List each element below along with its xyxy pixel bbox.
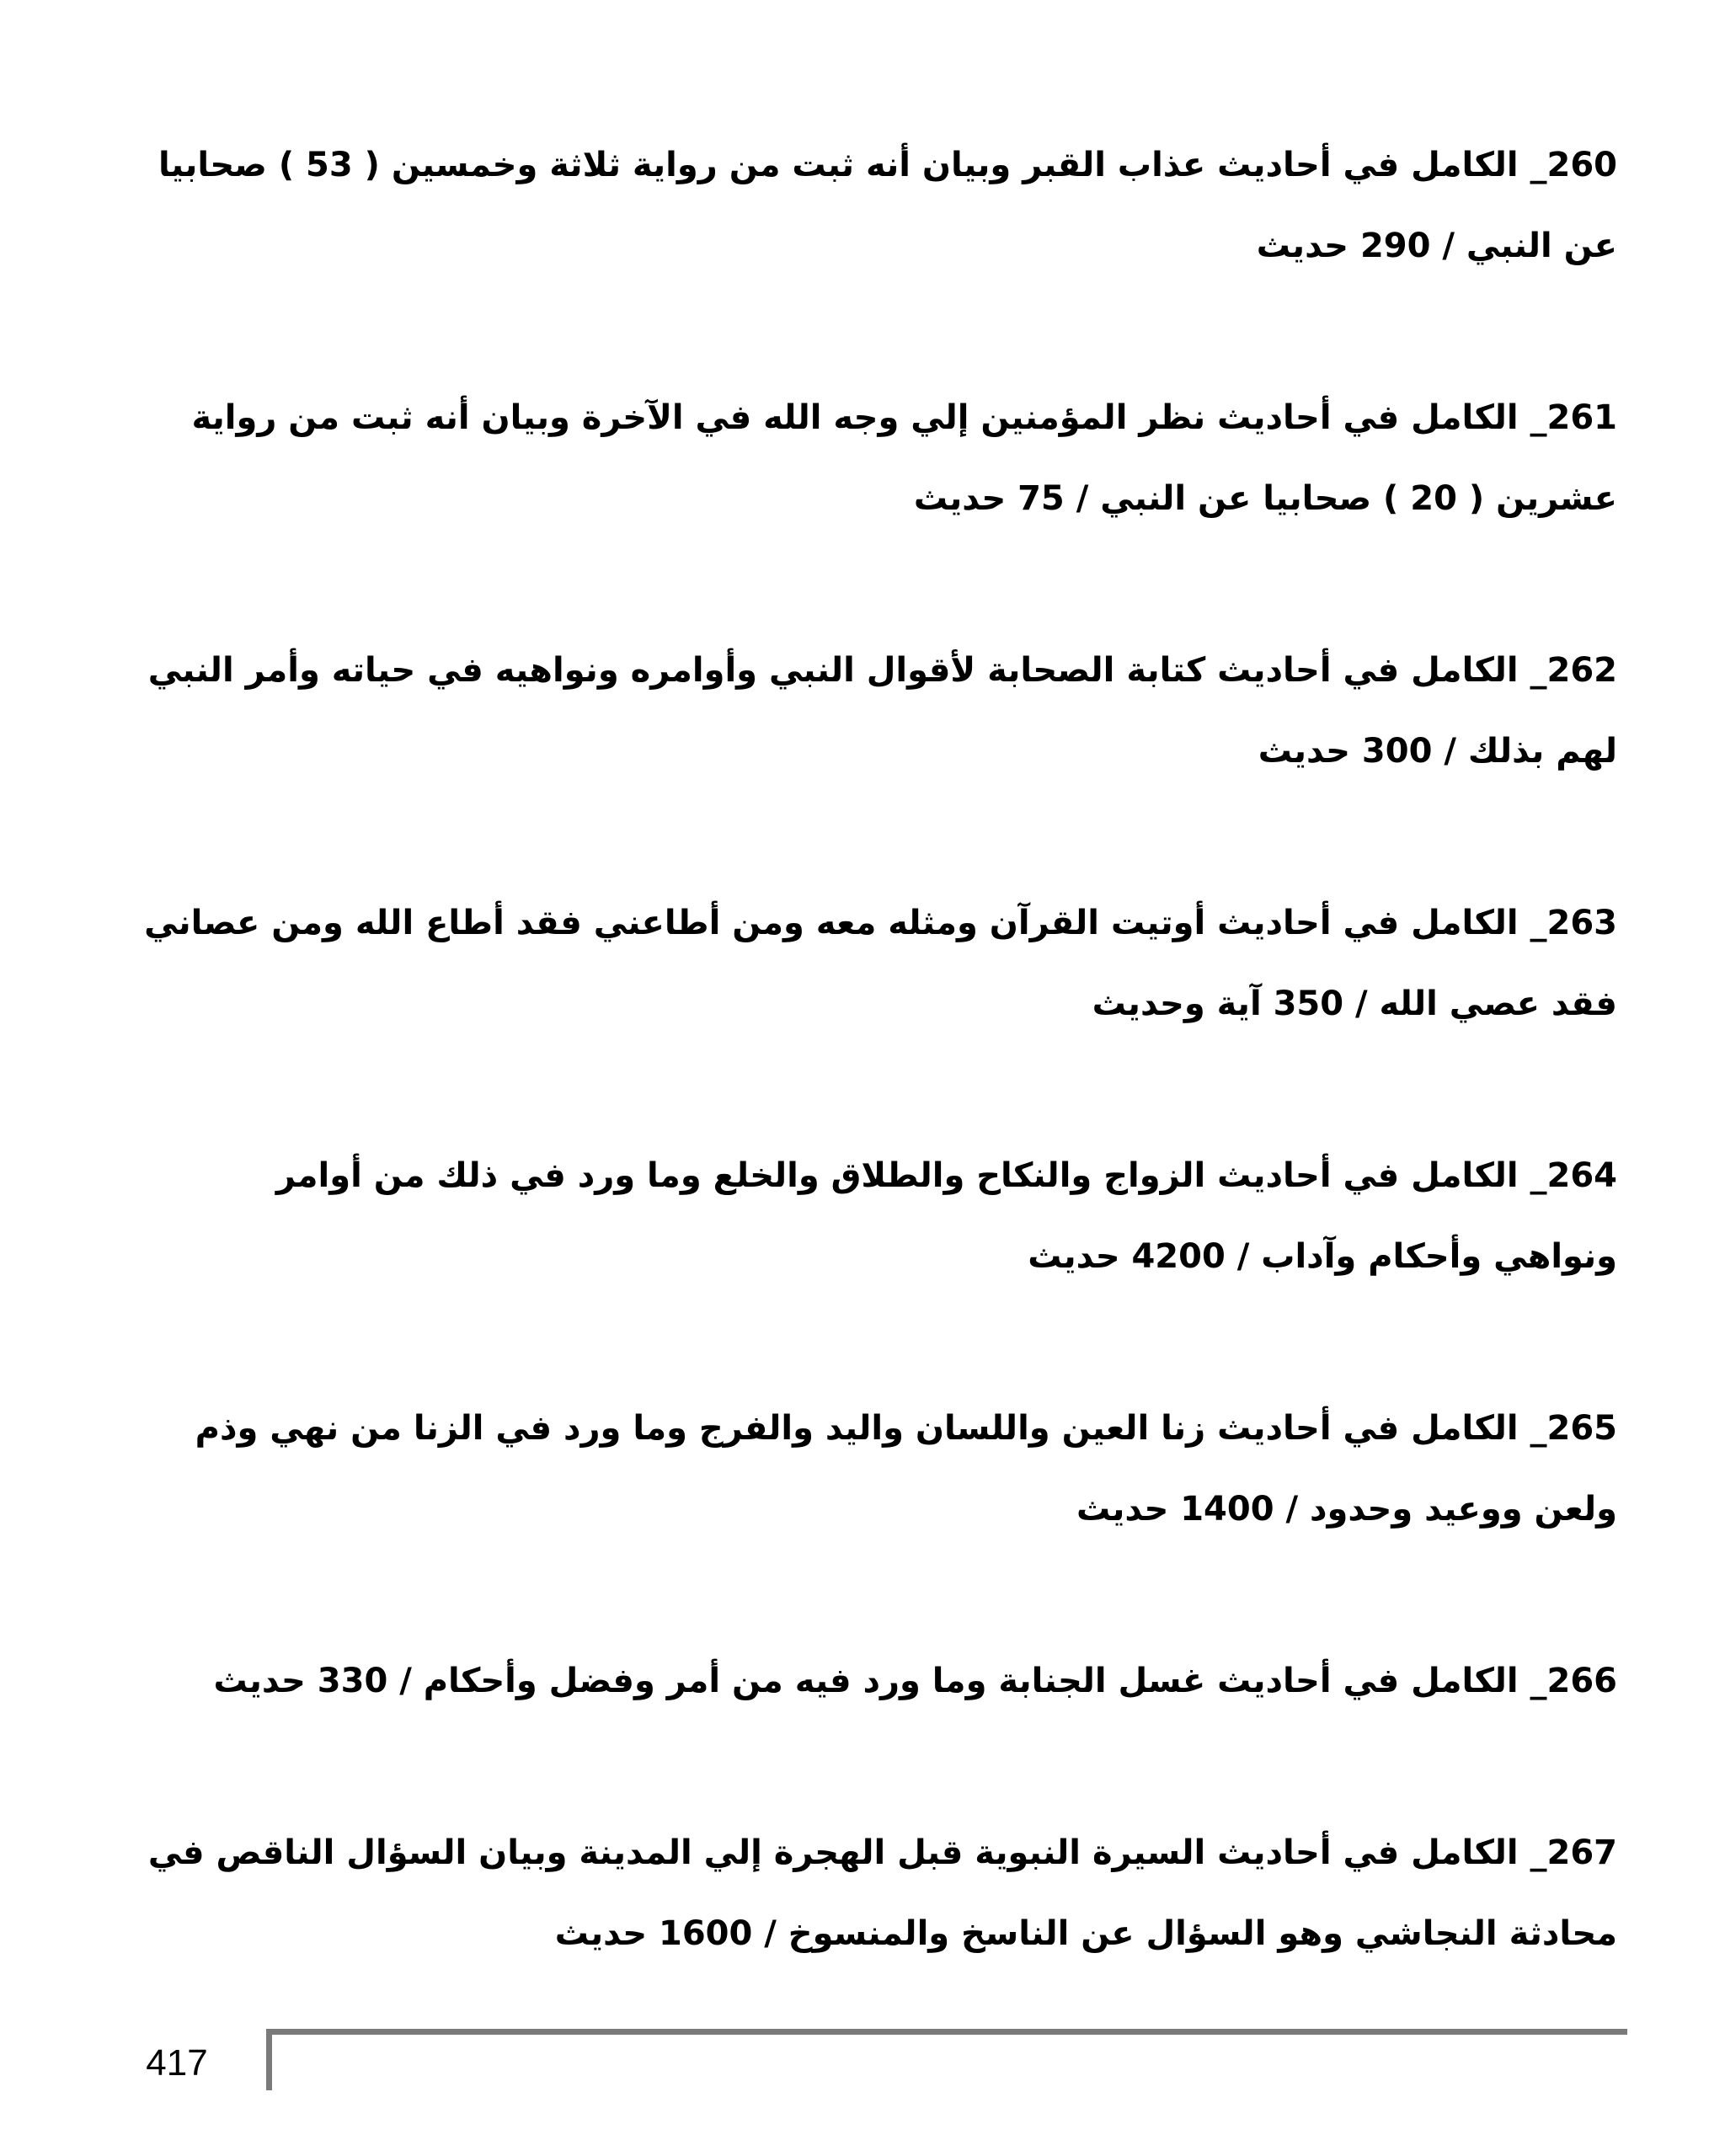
entry-number: 260 — [1546, 146, 1617, 184]
entry-list — [143, 125, 1617, 2065]
list-item — [143, 883, 1617, 1044]
list-item — [143, 1641, 1617, 1721]
list-item — [143, 1135, 1617, 1297]
entry-number: 262 — [1546, 651, 1617, 690]
footer-divider — [268, 2029, 1627, 2035]
entry-number: 265 — [1546, 1409, 1617, 1448]
list-item — [143, 1812, 1617, 1974]
list-item — [143, 1388, 1617, 1550]
list-item — [143, 125, 1617, 286]
list-item — [143, 630, 1617, 792]
entry-number: 264 — [1546, 1156, 1617, 1195]
entry-text: _ الكامل في أحاديث كتابة الصحابة لأقوال النبي وأوامره ونواهيه في حياته وأمر النبي لهم بذلك / 300 حديث — [147, 651, 1617, 771]
entry-text: _ الكامل في أحاديث أوتيت القرآن ومثله معه ومن أطاعني فقد أطاع الله ومن عصاني فقد عصي الله / 350 آية وحديث — [144, 904, 1617, 1023]
entry-text: _ الكامل في أحاديث غسل الجنابة وما ورد فيه من أمر وفضل وأحكام / 330 حديث — [213, 1662, 1547, 1700]
entry-text: _ الكامل في أحاديث نظر المؤمنين إلي وجه الله في الآخرة وبيان أنه ثبت من رواية عشرين ( 20 ) صحابيا عن النبي / 75 حديث — [191, 398, 1617, 518]
entry-number: 263 — [1546, 904, 1617, 942]
entry-number: 261 — [1546, 398, 1617, 437]
entry-text: _ الكامل في أحاديث السيرة النبوية قبل الهجرة إلي المدينة وبيان السؤال الناقص في محادثة النجاشي وهو السؤال عن الناسخ والمنسوخ / 1600 حديث — [147, 1833, 1617, 1953]
entry-text: _ الكامل في أحاديث الزواج والنكاح والطلاق والخلع وما ورد في ذلك من أوامر ونواهي وأحكام وآداب / 4200 حديث — [275, 1156, 1617, 1276]
footer-divider-tick — [266, 2029, 272, 2090]
entry-number: 266 — [1546, 1662, 1617, 1700]
entry-text: _ الكامل في أحاديث زنا العين واللسان واليد والفرج وما ورد في الزنا من نهي وذم ولعن ووعيد وحدود / 1400 حديث — [195, 1409, 1617, 1529]
list-item — [143, 377, 1617, 539]
entry-text: _ الكامل في أحاديث عذاب القبر وبيان أنه ثبت من رواية ثلاثة وخمسين ( 53 ) صحابيا عن النبي / 290 حديث — [158, 146, 1617, 265]
entry-number: 267 — [1546, 1833, 1617, 1872]
page-number: 417 — [146, 2042, 208, 2084]
